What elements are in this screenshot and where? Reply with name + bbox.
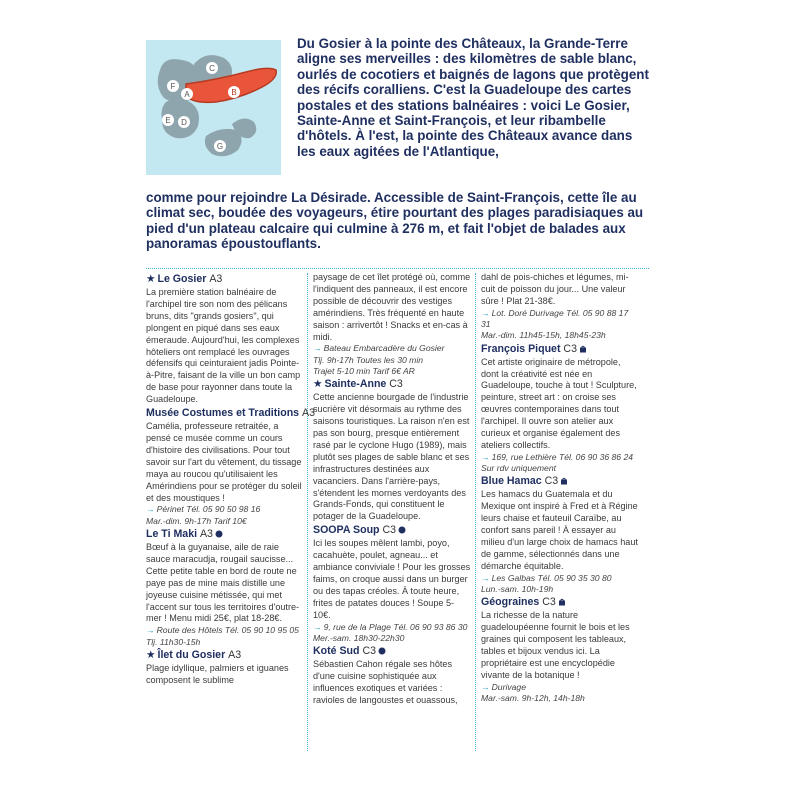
soopa-address: → 9, rue de la Plage Tél. 06 90 93 86 30 bbox=[313, 621, 468, 632]
heading-francois-piquet: François Piquet C3 bbox=[481, 343, 639, 356]
musee-text: Camélia, professeure retraitée, a pensé ce musée comme un cours d'histoire des civilisations. Pour tout savoir sur l'art du vêtement, du tissage maya au roucou qu'utilisaient les Amérindiens pour se protéger du soleil et des moustiques ! bbox=[146, 421, 302, 503]
heading-geograines: Géograines C3 bbox=[481, 596, 639, 609]
hamac-address: → Les Galbas Tél. 05 90 35 30 80 bbox=[481, 572, 612, 583]
geograines-text: La richesse de la nature guadeloupéenne fournit le bois et les graines qui composent les tableaux, tables et bijoux vendus ici. La propriétaire est une encyclopédie vivante de la botanique ! bbox=[481, 610, 630, 680]
geograines-address: → Durivage bbox=[481, 681, 526, 692]
shopping-bag-icon bbox=[560, 477, 568, 485]
heading-musee: Musée Costumes et Traditions A3 bbox=[146, 407, 315, 420]
shopping-bag-icon bbox=[579, 345, 587, 353]
ti-maki-address: → Route des Hôtels Tél. 05 90 10 95 05 bbox=[146, 625, 299, 636]
star-icon: ★ bbox=[146, 648, 156, 661]
column-2 bbox=[313, 272, 471, 707]
arrow-icon: → bbox=[481, 572, 490, 583]
column-1 bbox=[146, 272, 315, 687]
map-label-b: B bbox=[231, 88, 237, 97]
section-divider bbox=[146, 268, 649, 269]
sainte-anne-text: Cette ancienne bourgade de l'industrie sucrière vit désormais au rythme des saisons touristiques. La raison n'en est pas son bourg, presque entièrement rasé par le cyclone Hugo (1989), mais plutôt ses plages de sable blanc et ses infrastructures destinées aux vacanciers. Dans l'arrière-pays, s'étendent les mornes verdoyants des Grands-Fonds, qui constituent le potager de la Guadeloupe. bbox=[313, 392, 470, 522]
map-label-a: A bbox=[184, 90, 190, 99]
arrow-icon: → bbox=[481, 307, 490, 318]
hamac-text: Les hamacs du Guatemala et du Mexique ont inspiré à Fred et à Régine leurs chaise et fauteuil Caraïbe, au confort sans pareil ! À essayer au milieu d'un large choix de hamacs haut de gamme, sélectionnés dans une démarche équitable. bbox=[481, 489, 638, 571]
map-label-e: E bbox=[165, 116, 171, 125]
kote-sud-address: → Lot. Doré Durivage Tél. 05 90 88 17 31 bbox=[481, 307, 629, 330]
piquet-address: → 169, rue Lethière Tél. 06 90 36 86 24 bbox=[481, 451, 634, 462]
arrow-icon: → bbox=[481, 681, 490, 692]
star-icon: ★ bbox=[313, 378, 323, 391]
kote-sud-text-continued: dahl de pois-chiches et légumes, mi-cuit de poisson du jour... Une valeur sûre ! Plat 21-38€. bbox=[481, 272, 629, 306]
piquet-hours: Sur rdv uniquement bbox=[481, 463, 556, 474]
kote-sud-text: Sébastien Cahon régale ses hôtes d'une cuisine sophistiquée aux influences exotiques et variées : ravioles de langoustes et ouassous, bbox=[313, 659, 458, 705]
heading-ti-maki: Le Ti Maki A3 bbox=[146, 528, 304, 541]
intro-text bbox=[297, 36, 649, 159]
column-divider-2 bbox=[475, 273, 476, 751]
heading-sainte-anne: ★ Sainte-Anne C3 bbox=[313, 378, 403, 391]
kote-sud-hours: Mar.-dim. 11h45-15h, 18h45-23h bbox=[481, 330, 606, 341]
arrow-icon: → bbox=[481, 451, 490, 462]
restaurant-icon bbox=[215, 530, 223, 538]
ti-maki-text: Bœuf à la guyanaise, aile de raie sauce maracudja, rougail saucisse... Cette petite table en bord de route ne paye pas de mine mais distille une joyeuse cuisine métissée, qui met l'accent sur tous les territoires d'outre-mer ! Menu midi 25€, plat 18-28€. bbox=[146, 542, 300, 624]
ilet-hours: Tlj. 9h-17h Toutes les 30 min bbox=[313, 354, 424, 365]
musee-address: → Périnet Tél. 05 90 50 98 16 bbox=[146, 504, 261, 515]
restaurant-icon bbox=[398, 526, 406, 534]
intro-part2: comme pour rejoindre La Désirade. Accessible de Saint-François, cette île au climat sec, boudée des voyageurs, étire pourtant des plages paradisiaques au pied d'un plateau calcaire qui culmine à 276 m, et fait l'objet de balades aux panoramas époustouflants. bbox=[146, 190, 644, 252]
ilet-boat: → Bateau Embarcadère du Gosier bbox=[313, 343, 445, 354]
arrow-icon: → bbox=[313, 343, 322, 354]
restaurant-icon bbox=[378, 647, 386, 655]
le-gosier-text: La première station balnéaire de l'archipel tire son nom des pélicans bruns, dits "grands gosiers", qui plongent en piqué dans ses eaux émeraude. Aujourd'hui, les complexes hôteliers ont remplacé les ouvrages défensifs qui ceinturaient jadis Pointe-à-Pitre, faisant de la ville un bon camp de base pour rayonner dans toute la Guadeloupe. bbox=[146, 287, 301, 405]
intro-text-continued bbox=[146, 190, 649, 252]
ilet-text: Plage idyllique, palmiers et iguanes composent le sublime bbox=[146, 662, 289, 685]
musee-hours: Mar.-dim. 9h-17h Tarif 10€ bbox=[146, 515, 247, 526]
map-label-d: D bbox=[181, 118, 187, 127]
arrow-icon: → bbox=[313, 621, 322, 632]
map-label-g: G bbox=[216, 142, 224, 151]
geograines-hours: Mar.-sam. 9h-12h, 14h-18h bbox=[481, 693, 585, 704]
soopa-text: Ici les soupes mêlent lambi, poyo, cacahuète, poulet, agneau... et ambiance conviviale ! Pour les grosses faims, on croque aussi dans un burger ou des tapas créoles. À toute heure, frites de patates douces ! Soupe 5-10€. bbox=[313, 538, 471, 620]
arrow-icon: → bbox=[146, 504, 155, 515]
heading-soopa: SOOPA Soup C3 bbox=[313, 524, 471, 537]
hamac-hours: Lun.-sam. 10h-19h bbox=[481, 584, 554, 595]
soopa-hours: Mer.-sam. 18h30-22h30 bbox=[313, 632, 405, 643]
piquet-text: Cet artiste originaire de métropole, dont la créativité est née en Guadeloupe, touche à tout ! Sculpture, peinture, street art : on croise ses œuvres contemporaines dans tout l'archipel. Il ouvre son atelier aux curieux et organise également des ateliers collectifs. bbox=[481, 356, 637, 450]
map-label-f: F bbox=[170, 82, 176, 91]
heading-ilet-gosier: ★ Îlet du Gosier A3 bbox=[146, 648, 242, 661]
arrow-icon: → bbox=[146, 625, 155, 636]
heading-blue-hamac: Blue Hamac C3 bbox=[481, 475, 639, 488]
shopping-bag-icon bbox=[558, 598, 566, 606]
ti-maki-hours: Tlj. 11h30-15h bbox=[146, 636, 201, 647]
heading-kote-sud: Koté Sud C3 bbox=[313, 645, 471, 658]
ilet-price: Trajet 5-10 min Tarif 6€ AR bbox=[313, 366, 415, 377]
map-label-c: C bbox=[209, 64, 215, 73]
column-divider-1 bbox=[307, 273, 308, 751]
intro-part1: Du Gosier à la pointe des Châteaux, la Grande-Terre aligne ses merveilles : des kilomètres de sable blanc, ourlés de cocotiers et baignés de lagons que protègent des récifs coralliens. C'est la Guadeloupe des cartes postales et des stations balnéaires : voici Le Gosier, Sainte-Anne et Saint-François, et leur ribambelle d'hôtels. À l'est, la pointe des Châteaux avance dans les eaux agitées de l'Atlantique, bbox=[297, 36, 649, 159]
ilet-text-continued: paysage de cet îlet protégé où, comme l'indiquent des panneaux, il est encore possible de découvrir des vestiges amérindiens. Très fréquenté en haute saison : arrivertôt ! Snacks et en-cas à midi. bbox=[313, 272, 471, 342]
column-3 bbox=[481, 272, 639, 704]
star-icon: ★ bbox=[146, 273, 156, 285]
region-map bbox=[146, 40, 281, 175]
heading-le-gosier: ★ Le Gosier A3 bbox=[146, 273, 223, 285]
